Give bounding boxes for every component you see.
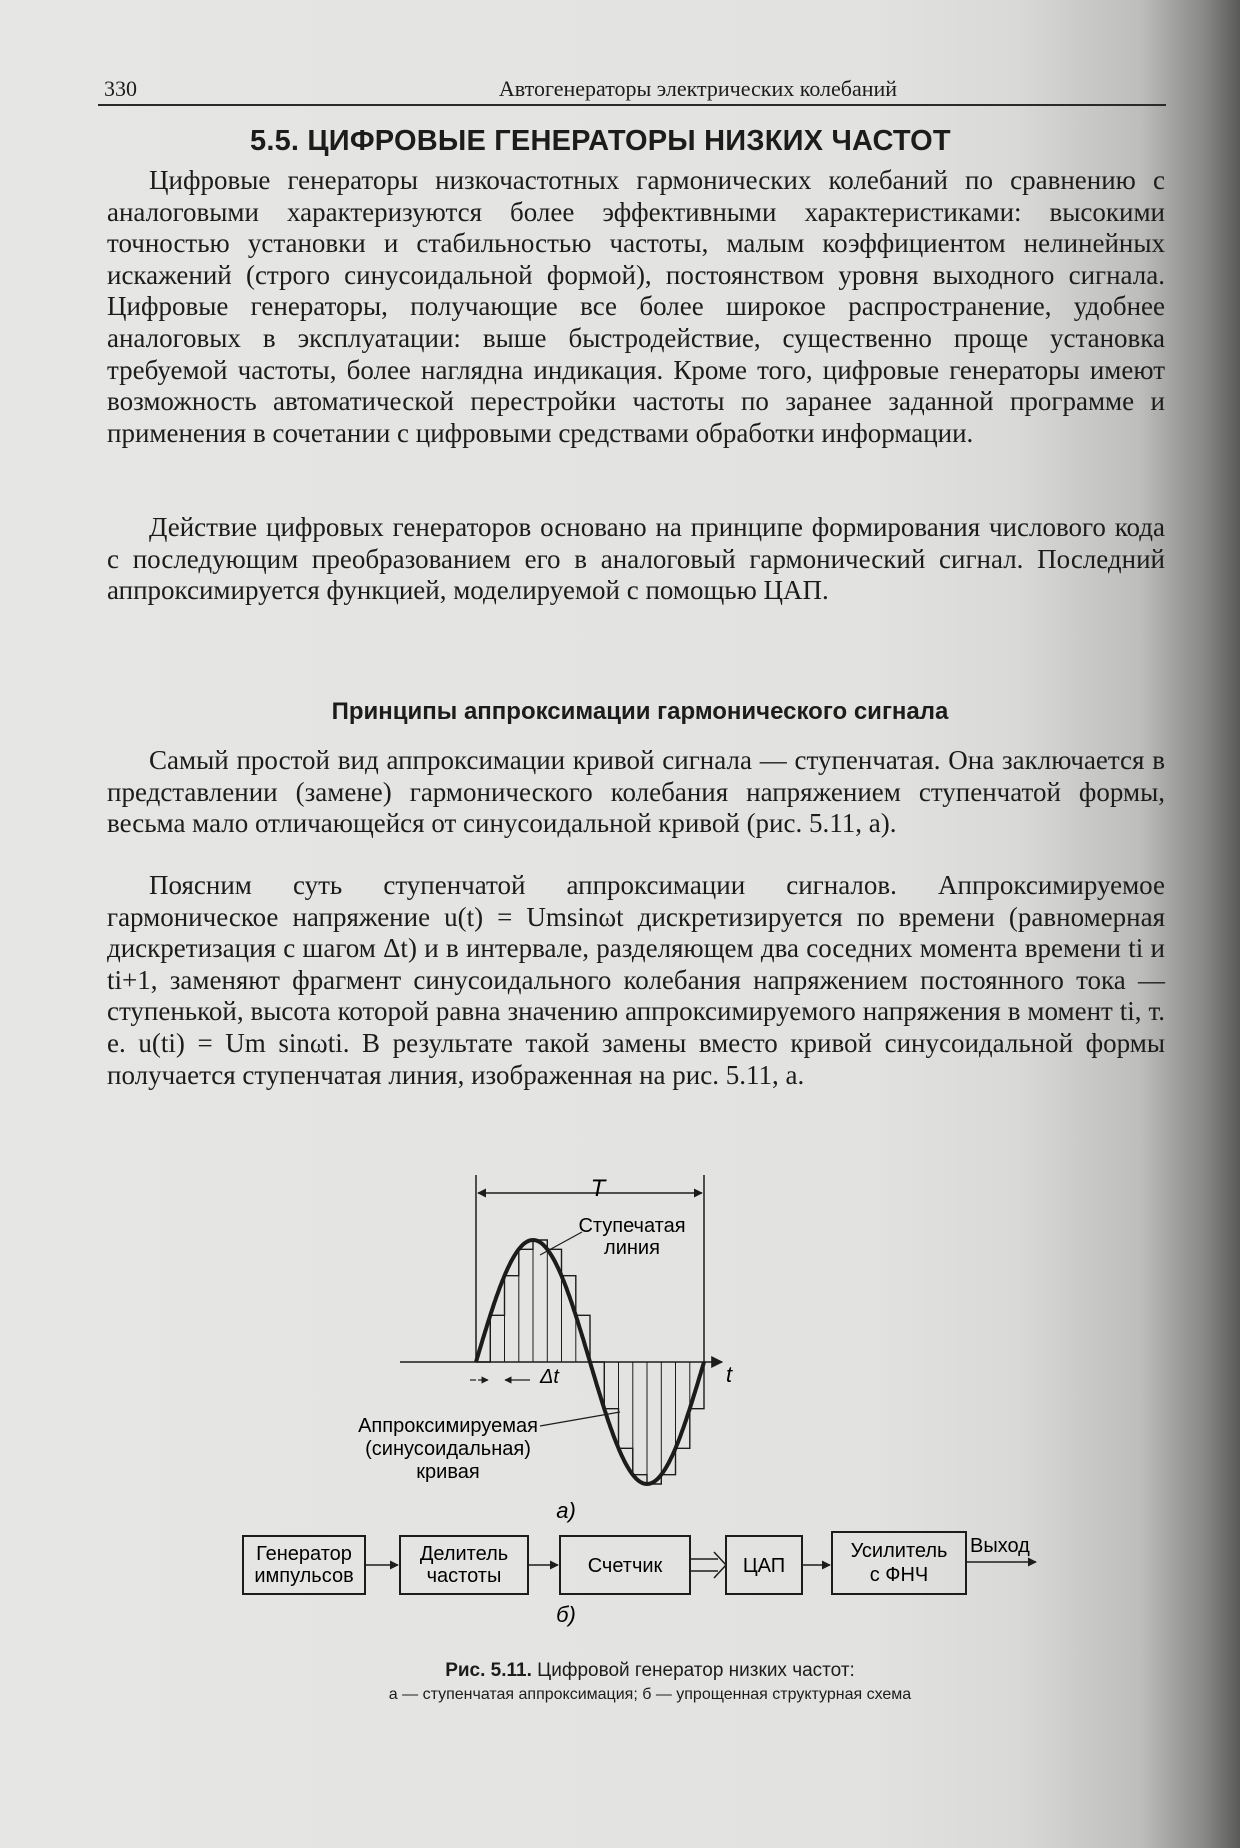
paragraph-2: Действие цифровых генераторов основано на принципе формирования числового кода с последующим преобразованием его в аналоговый гармонический сигнал. Последний аппроксимируется функцией, моделируемой с помощью ЦАП. <box>107 512 1165 606</box>
figure-a <box>358 1175 733 1523</box>
block-2-line2: частоты <box>426 1565 502 1587</box>
output-label: Выход <box>970 1535 1030 1557</box>
bus-arrow-head <box>714 1552 726 1578</box>
caption-title: Цифровой генератор низких частот: <box>537 1660 855 1681</box>
figure-caption <box>300 1660 1000 1682</box>
time-axis-label: t <box>726 1362 733 1387</box>
curve-label-line2: (синусоидальная) <box>365 1438 531 1460</box>
staircase-label-line2: линия <box>604 1237 660 1259</box>
page-number: 330 <box>104 76 137 101</box>
staircase-label-line1: Ступечатая <box>578 1215 686 1237</box>
figure-a-sublabel: а) <box>556 1498 576 1523</box>
block-2-line1: Делитель <box>419 1543 509 1565</box>
section-title: 5.5. ЦИФРОВЫЕ ГЕНЕРАТОРЫ НИЗКИХ ЧАСТОТ <box>250 125 951 157</box>
block-1-line2: импульсов <box>254 1565 354 1587</box>
curve-label-line3: кривая <box>416 1461 480 1483</box>
running-title: Автогенераторы электрических колебаний <box>498 76 898 101</box>
dt-label: Δt <box>540 1366 559 1388</box>
block-3-line1: Счетчик <box>587 1555 663 1577</box>
caption-label: Рис. 5.11. <box>445 1660 532 1681</box>
block-5-line2: с ФНЧ <box>869 1564 929 1586</box>
paragraph-4: Поясним суть ступенчатой аппроксимации сигналов. Аппроксимируемое гармоническое напряжение u(t) = Umsinωt дискретизируется по времени (равномерная дискретизация с шагом Δt) и в интервале, разделяющем два соседних момента времени ti и ti+1, заменяют фрагмент синусоидального колебания напряжением постоянного тока — ступенькой, высота которой равна значению аппроксимируемого напряжения в момент ti, т. е. u(ti) = Um sinωti. В результате такой замены вместо кривой синусоидальной формы получается ступенчатая линия, изображенная на рис. 5.11, а. <box>107 870 1165 1090</box>
block-1-line1: Генератор <box>256 1543 352 1565</box>
figure-caption-subtitle: а — ступенчатая аппроксимация; б — упрощенная структурная схема <box>388 1686 912 1703</box>
curve-label-line1: Аппроксимируемая <box>358 1415 538 1437</box>
figure-b-sublabel: б) <box>556 1602 576 1627</box>
subheading: Принципы аппроксимации гармонического сигнала <box>331 698 949 725</box>
paragraph-3: Самый простой вид аппроксимации кривой сигнала — ступенчатая. Она заключается в представлении (замене) гармонического колебания напряжением ступенчатой формы, весьма мало отличающейся от синусоидальной кривой (рис. 5.11, а). <box>107 745 1165 839</box>
block-5-line1: Усилитель <box>850 1540 948 1562</box>
paragraph-1: Цифровые генераторы низкочастотных гармонических колебаний по сравнению с аналоговыми характеризуются более эффективными характеристиками: высокими точностью установки и стабильностью частоты, малым коэффициентом нелинейных искажений (строго синусоидальной формой), постоянством уровня выходного сигнала. Цифровые генераторы, получающие все более широкое распространение, удобнее аналоговых в эксплуатации: выше быстродействие, существенно проще установка требуемой частоты, более наглядна индикация. Кроме того, цифровые генераторы имеют возможность автоматической перестройки частоты по заранее заданной программе и применения в сочетании с цифровыми средствами обработки информации. <box>107 165 1165 448</box>
block-4-line1: ЦАП <box>742 1555 786 1577</box>
figure-b <box>243 1532 1036 1627</box>
period-label: T <box>590 1175 606 1202</box>
